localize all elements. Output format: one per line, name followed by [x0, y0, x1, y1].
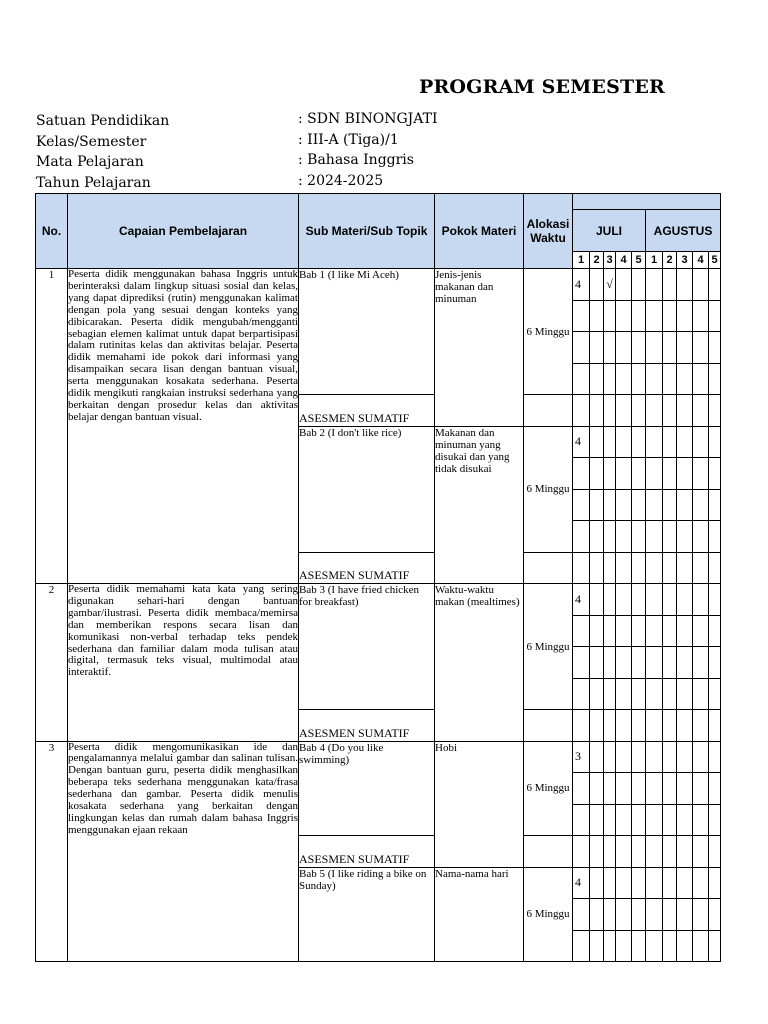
week-header: 5	[632, 252, 646, 269]
week-cell	[573, 836, 590, 868]
week-cell	[677, 647, 693, 679]
week-cell	[573, 521, 590, 553]
week-cell	[693, 458, 709, 490]
week-cell	[590, 678, 604, 710]
week-cell	[573, 710, 590, 742]
week-cell	[693, 552, 709, 584]
week-cell	[632, 741, 646, 773]
week-cell	[616, 426, 632, 458]
week-cell	[616, 804, 632, 836]
week-cell	[646, 899, 663, 931]
week-cell	[709, 489, 721, 521]
week-cell	[693, 647, 709, 679]
week-cell	[590, 804, 604, 836]
week-cell	[709, 395, 721, 427]
col-header-alokasi: Alokasi Waktu	[524, 194, 573, 269]
week-cell	[646, 741, 663, 773]
week-cell	[573, 395, 590, 427]
week-cell	[677, 615, 693, 647]
week-cell	[632, 678, 646, 710]
week-cell	[709, 741, 721, 773]
week-cell	[616, 552, 632, 584]
sub-materi-text: Bab 5 (I like riding a bike on Sunday)	[299, 867, 435, 962]
meta-value: : III-A (Tiga)/1	[298, 131, 399, 148]
week-cell	[616, 269, 632, 301]
capaian-text: Peserta didik memahami kata kata yang sering digunakan sehari-hari dengan bantuan gambar/ilustrasi. Peserta didik membaca/memirsa dan memberikan respons secara lisan dan komunikasi non-verbal terhadap teks pendek sederhana dan familiar dalam moda tulisan atau digital, termasuk teks visual, multimodal atau interaktif.	[68, 584, 299, 742]
week-cell	[646, 489, 663, 521]
week-cell	[693, 300, 709, 332]
week-cell	[632, 584, 646, 616]
week-cell: √	[604, 269, 616, 301]
week-cell	[663, 332, 677, 364]
week-cell	[693, 773, 709, 805]
week-cell	[677, 521, 693, 553]
week-cell	[604, 521, 616, 553]
week-cell	[663, 269, 677, 301]
week-cell	[677, 741, 693, 773]
week-cell	[646, 458, 663, 490]
week-cell	[632, 521, 646, 553]
week-cell	[646, 521, 663, 553]
week-cell	[604, 741, 616, 773]
week-cell	[709, 458, 721, 490]
pokok-materi-text: Nama-nama hari	[435, 867, 524, 962]
week-cell	[573, 678, 590, 710]
week-cell	[604, 552, 616, 584]
week-cell	[604, 899, 616, 931]
week-cell	[632, 804, 646, 836]
week-cell	[604, 867, 616, 899]
week-cell	[604, 300, 616, 332]
week-cell	[590, 930, 604, 962]
week-cell	[604, 678, 616, 710]
week-cell	[573, 489, 590, 521]
week-cell	[573, 615, 590, 647]
week-cell	[604, 489, 616, 521]
week-cell	[632, 647, 646, 679]
week-cell	[677, 269, 693, 301]
week-cell	[709, 521, 721, 553]
week-cell	[646, 615, 663, 647]
week-cell	[616, 395, 632, 427]
week-cell	[693, 930, 709, 962]
week-cell	[646, 930, 663, 962]
week-cell	[616, 836, 632, 868]
table-row	[36, 269, 721, 301]
week-cell	[693, 867, 709, 899]
week-cell	[709, 710, 721, 742]
week-cell	[663, 615, 677, 647]
sub-materi-text: Bab 2 (I don't like rice)	[299, 426, 435, 552]
page-title: PROGRAM SEMESTER	[418, 76, 666, 98]
week-cell	[616, 930, 632, 962]
week-cell	[709, 773, 721, 805]
week-cell	[573, 804, 590, 836]
week-cell	[616, 710, 632, 742]
week-cell	[604, 426, 616, 458]
week-cell	[646, 584, 663, 616]
week-cell	[709, 552, 721, 584]
week-cell	[677, 584, 693, 616]
week-cell	[616, 741, 632, 773]
week-cell	[709, 332, 721, 364]
week-cell	[693, 584, 709, 616]
meta-label: Kelas/Semester	[36, 133, 147, 150]
week-header: 4	[616, 252, 632, 269]
week-cell	[616, 773, 632, 805]
week-cell	[693, 710, 709, 742]
week-cell	[693, 489, 709, 521]
week-cell	[693, 363, 709, 395]
week-cell	[632, 395, 646, 427]
week-cell	[663, 552, 677, 584]
month-header-juli: JULI	[573, 210, 646, 252]
week-cell	[709, 300, 721, 332]
week-cell	[616, 647, 632, 679]
week-cell	[646, 332, 663, 364]
week-cell	[632, 899, 646, 931]
meta-value: : Bahasa Inggris	[298, 152, 414, 168]
week-cell	[590, 899, 604, 931]
week-cell	[663, 363, 677, 395]
week-header: 1	[573, 252, 590, 269]
week-cell: 4	[573, 584, 590, 616]
week-cell	[663, 300, 677, 332]
asesmen-label: ASESMEN SUMATIF	[299, 836, 435, 868]
pokok-materi-text: Makanan dan minuman yang disukai dan yang tidak disukai	[435, 426, 524, 584]
pokok-materi-text: Waktu-waktu makan (mealtimes)	[435, 584, 524, 742]
week-cell	[693, 804, 709, 836]
week-cell	[709, 584, 721, 616]
row-number: 3	[36, 741, 68, 962]
week-cell	[590, 426, 604, 458]
week-cell	[709, 615, 721, 647]
week-cell	[709, 363, 721, 395]
week-cell: 4	[573, 867, 590, 899]
week-cell	[646, 710, 663, 742]
week-cell	[709, 804, 721, 836]
week-cell	[677, 804, 693, 836]
week-cell	[590, 395, 604, 427]
week-cell	[709, 836, 721, 868]
col-header-pokok-materi: Pokok Materi	[435, 194, 524, 269]
week-cell	[573, 300, 590, 332]
week-cell	[646, 804, 663, 836]
week-cell	[590, 584, 604, 616]
month-header-spacer	[573, 194, 721, 210]
week-cell	[573, 332, 590, 364]
week-cell	[663, 741, 677, 773]
week-cell	[663, 521, 677, 553]
week-header: 2	[663, 252, 677, 269]
alokasi-waktu: 6 Minggu	[524, 867, 573, 962]
week-cell	[632, 458, 646, 490]
week-cell: 4	[573, 269, 590, 301]
week-cell	[646, 773, 663, 805]
week-cell	[646, 552, 663, 584]
sub-materi-text: Bab 3 (I have fried chicken for breakfast)	[299, 584, 435, 710]
week-cell	[616, 584, 632, 616]
week-cell	[677, 552, 693, 584]
week-cell	[632, 930, 646, 962]
week-cell	[663, 458, 677, 490]
week-cell	[573, 363, 590, 395]
week-cell	[677, 426, 693, 458]
asesmen-label: ASESMEN SUMATIF	[299, 710, 435, 742]
week-cell	[646, 678, 663, 710]
week-cell	[590, 552, 604, 584]
week-cell	[632, 269, 646, 301]
week-cell	[693, 426, 709, 458]
week-cell	[604, 458, 616, 490]
col-header-sub-materi: Sub Materi/Sub Topik	[299, 194, 435, 269]
program-table-body	[36, 269, 721, 962]
week-cell	[677, 458, 693, 490]
week-cell	[590, 710, 604, 742]
week-cell	[677, 836, 693, 868]
meta-label: Mata Pelajaran	[36, 154, 144, 170]
week-cell	[616, 458, 632, 490]
week-cell	[677, 710, 693, 742]
week-cell	[616, 363, 632, 395]
capaian-text: Peserta didik mengomunikasikan ide dan pengalamannya melalui gambar dan salinan tulisan. Dengan bantuan guru, peserta didik menghasilkan beberapa teks sederhana menggunakan kata/frasa sederhana dan gambar. Peserta didik menulis kosakata sederhana yang berkaitan dengan lingkungan kelas dan rumah dalam bahasa Inggris menggunakan ejaan rekaan	[68, 741, 299, 962]
week-cell	[604, 647, 616, 679]
week-cell	[604, 615, 616, 647]
week-header: 4	[693, 252, 709, 269]
alokasi-spacer	[524, 710, 573, 742]
week-cell	[663, 899, 677, 931]
meta-label: Satuan Pendidikan	[36, 113, 170, 129]
week-cell	[663, 584, 677, 616]
week-cell	[590, 521, 604, 553]
week-cell	[604, 836, 616, 868]
week-cell	[693, 678, 709, 710]
asesmen-label: ASESMEN SUMATIF	[299, 552, 435, 584]
meta-label: Tahun Pelajaran	[36, 174, 151, 191]
week-cell	[677, 395, 693, 427]
meta-value: : 2024-2025	[298, 172, 384, 189]
week-cell	[709, 867, 721, 899]
week-cell	[604, 332, 616, 364]
week-cell	[677, 773, 693, 805]
week-cell	[573, 552, 590, 584]
week-cell	[693, 836, 709, 868]
alokasi-waktu: 6 Minggu	[524, 741, 573, 836]
week-cell	[590, 363, 604, 395]
week-cell	[663, 804, 677, 836]
alokasi-spacer	[524, 552, 573, 584]
week-cell	[632, 489, 646, 521]
col-header-capaian: Capaian Pembelajaran	[68, 194, 299, 269]
week-cell	[604, 710, 616, 742]
week-cell	[590, 300, 604, 332]
week-cell	[590, 332, 604, 364]
week-cell	[709, 930, 721, 962]
col-header-no: No.	[36, 194, 68, 269]
week-cell	[616, 615, 632, 647]
week-cell	[590, 773, 604, 805]
week-cell	[616, 678, 632, 710]
week-cell	[604, 930, 616, 962]
week-cell: 3	[573, 741, 590, 773]
week-cell	[590, 836, 604, 868]
week-cell	[616, 521, 632, 553]
week-cell	[646, 300, 663, 332]
meta-value: : SDN BINONGJATI	[298, 111, 438, 127]
week-cell	[604, 773, 616, 805]
week-cell	[632, 710, 646, 742]
week-cell	[677, 363, 693, 395]
week-cell	[663, 867, 677, 899]
week-header: 5	[709, 252, 721, 269]
week-cell	[677, 332, 693, 364]
sub-materi-text: Bab 4 (Do you like swimming)	[299, 741, 435, 836]
week-cell	[590, 489, 604, 521]
week-cell	[693, 899, 709, 931]
week-cell	[677, 489, 693, 521]
week-cell	[573, 899, 590, 931]
week-cell	[632, 363, 646, 395]
week-cell	[709, 426, 721, 458]
week-cell	[677, 930, 693, 962]
week-cell	[693, 521, 709, 553]
week-cell	[663, 930, 677, 962]
week-cell	[632, 836, 646, 868]
alokasi-waktu: 6 Minggu	[524, 269, 573, 395]
week-cell	[616, 867, 632, 899]
week-cell	[604, 395, 616, 427]
week-cell	[663, 710, 677, 742]
week-cell	[632, 773, 646, 805]
week-cell: 4	[573, 426, 590, 458]
week-cell	[709, 899, 721, 931]
week-header: 3	[604, 252, 616, 269]
program-table	[35, 193, 721, 962]
asesmen-label: ASESMEN SUMATIF	[299, 395, 435, 427]
week-cell	[663, 395, 677, 427]
week-cell	[663, 647, 677, 679]
week-cell	[590, 615, 604, 647]
week-cell	[646, 363, 663, 395]
week-cell	[604, 584, 616, 616]
week-cell	[693, 741, 709, 773]
week-cell	[573, 458, 590, 490]
week-cell	[616, 300, 632, 332]
week-cell	[632, 300, 646, 332]
week-cell	[573, 773, 590, 805]
week-cell	[616, 489, 632, 521]
week-cell	[632, 332, 646, 364]
week-cell	[632, 552, 646, 584]
week-cell	[677, 867, 693, 899]
week-cell	[693, 395, 709, 427]
week-cell	[693, 615, 709, 647]
week-header: 1	[646, 252, 663, 269]
pokok-materi-text: Hobi	[435, 741, 524, 867]
week-cell	[604, 804, 616, 836]
week-header: 3	[677, 252, 693, 269]
week-cell	[709, 269, 721, 301]
week-cell	[590, 458, 604, 490]
week-cell	[590, 867, 604, 899]
week-cell	[590, 269, 604, 301]
week-cell	[604, 363, 616, 395]
week-cell	[646, 269, 663, 301]
week-cell	[677, 300, 693, 332]
alokasi-waktu: 6 Minggu	[524, 584, 573, 710]
pokok-materi-text: Jenis-jenis makanan dan minuman	[435, 269, 524, 427]
week-cell	[632, 867, 646, 899]
week-cell	[663, 678, 677, 710]
week-cell	[590, 741, 604, 773]
alokasi-spacer	[524, 395, 573, 427]
week-cell	[646, 647, 663, 679]
week-cell	[646, 395, 663, 427]
alokasi-waktu: 6 Minggu	[524, 426, 573, 552]
week-cell	[646, 426, 663, 458]
week-cell	[632, 615, 646, 647]
week-cell	[590, 647, 604, 679]
week-cell	[663, 426, 677, 458]
alokasi-spacer	[524, 836, 573, 868]
week-cell	[646, 867, 663, 899]
week-cell	[677, 678, 693, 710]
sub-materi-text: Bab 1 (I like Mi Aceh)	[299, 269, 435, 395]
table-row	[36, 584, 721, 616]
week-cell	[646, 836, 663, 868]
week-header: 2	[590, 252, 604, 269]
month-header-agustus: AGUSTUS	[646, 210, 721, 252]
capaian-text: Peserta didik menggunakan bahasa Inggris untuk berinteraksi dalam lingkup situasi sosial dan kelas, yang dapat diprediksi (rutin) menggunakan kalimat dengan pola yang sesuai dengan konteks yang dibicarakan. Peserta didik mengubah/mengganti sebagian elemen kalimat untuk dapat berpartisipasi dalam rutinitas kelas dan aktivitas belajar. Peserta didik memahami ide pokok dari informasi yang disampaikan secara lisan dengan bantuan visual, serta menggunakan kosakata sederhana. Peserta didik mengikuti rangkaian instruksi sederhana yang berkaitan dengan prosedur kelas dan aktivitas belajar dengan bantuan visual.	[68, 269, 299, 584]
week-cell	[693, 269, 709, 301]
week-cell	[616, 332, 632, 364]
week-cell	[663, 836, 677, 868]
week-cell	[693, 332, 709, 364]
week-cell	[616, 899, 632, 931]
week-cell	[573, 930, 590, 962]
week-cell	[632, 426, 646, 458]
week-cell	[573, 647, 590, 679]
table-row	[36, 741, 721, 773]
week-cell	[709, 678, 721, 710]
row-number: 1	[36, 269, 68, 584]
week-cell	[663, 773, 677, 805]
week-cell	[663, 489, 677, 521]
week-cell	[677, 899, 693, 931]
row-number: 2	[36, 584, 68, 742]
week-cell	[709, 647, 721, 679]
